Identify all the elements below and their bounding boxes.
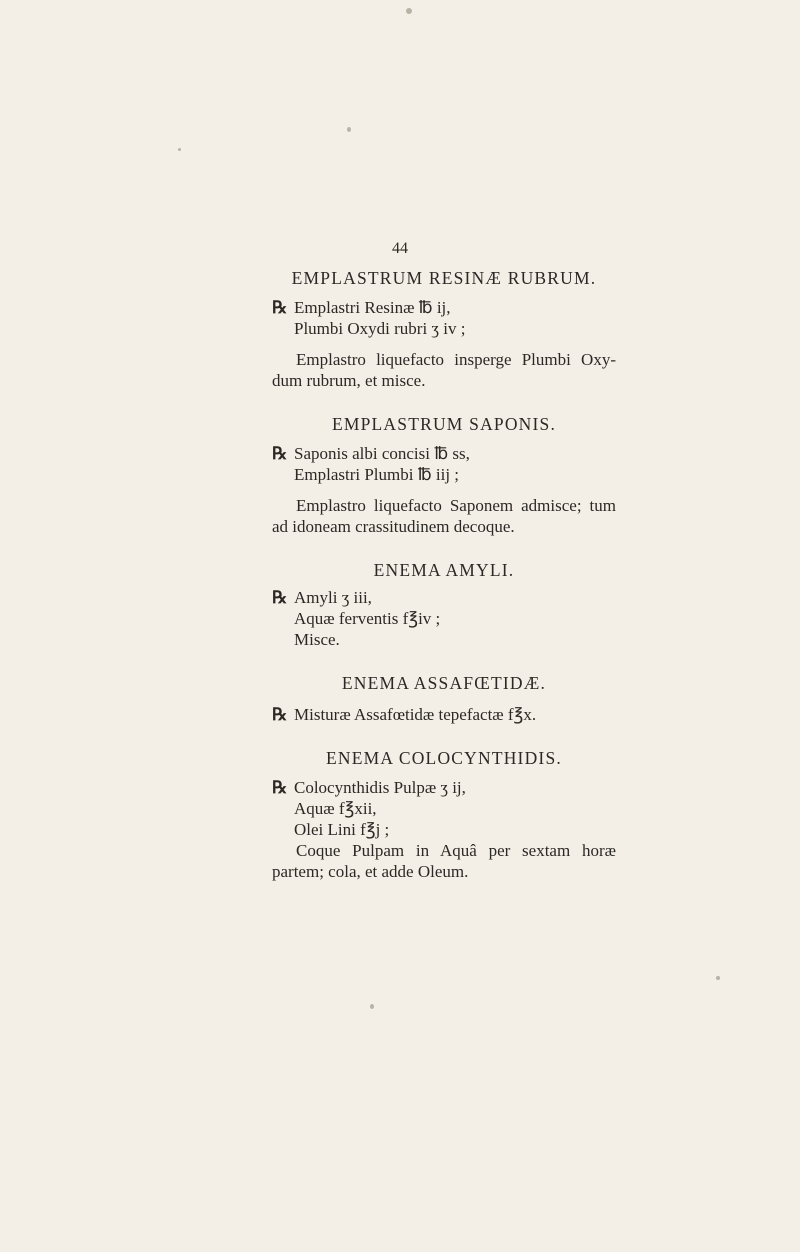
ingredient: Aquæ ferventis f℥iv ; — [294, 609, 441, 628]
recipe-title: ENEMA COLOCYNTHIDIS. — [326, 748, 562, 768]
rx-line — [272, 777, 616, 798]
recipe-directions: Coque Pulpam in Aquâ per sextam horæ partem; cola, et adde Oleum. — [272, 841, 616, 881]
recipe-symbol: ℞ — [272, 778, 288, 797]
ingredient: Amyli ʒ iii, — [294, 588, 372, 607]
recipe-directions: Emplastro liquefacto insperge Plumbi Oxy-dum rubrum, et misce. — [272, 350, 616, 390]
page-number: 44 — [392, 240, 408, 257]
rx-line — [272, 443, 616, 464]
ingredient: Misturæ Assafœtidæ tepefactæ f℥x. — [294, 705, 537, 724]
recipe-enema-colocynthidis — [272, 737, 616, 882]
ink-speck — [347, 127, 351, 132]
recipe-symbol: ℞ — [272, 705, 288, 724]
ingredient: Colocynthidis Pulpæ ʒ ij, — [294, 778, 466, 797]
ink-speck — [406, 8, 412, 14]
recipe-emplastrum-saponis — [272, 403, 616, 537]
recipe-emplastrum-resinae-rubrum — [272, 268, 616, 391]
recipe-title: ENEMA ASSAFŒTIDÆ. — [341, 673, 547, 693]
ingredient: Saponis albi concisi ℔ ss, — [294, 444, 470, 463]
rx-line — [272, 587, 616, 608]
recipe-enema-amyli — [272, 549, 616, 650]
recipe-symbol: ℞ — [272, 298, 288, 317]
recipe-directions: Misce. — [294, 630, 340, 649]
rx-line — [272, 704, 616, 725]
recipe-directions: Emplastro liquefacto Saponem admisce; tum ad idoneam crassitudinem decoque. — [272, 496, 616, 536]
ink-speck — [370, 1004, 374, 1009]
rx-line — [272, 297, 616, 318]
recipe-title: ENEMA AMYLI. — [373, 560, 515, 580]
ingredient: Emplastri Resinæ ℔ ij, — [294, 298, 451, 317]
recipe-enema-assafoetidae — [272, 662, 616, 725]
recipe-title: EMPLASTRUM RESINÆ RUBRUM. — [291, 268, 597, 288]
ingredient: Emplastri Plumbi ℔ iij ; — [294, 465, 460, 484]
ingredient: Olei Lini f℥j ; — [294, 820, 390, 839]
recipe-title: EMPLASTRUM SAPONIS. — [331, 414, 557, 434]
recipe-text-block — [272, 268, 616, 894]
ingredient: Aquæ f℥xii, — [294, 799, 377, 818]
recipe-symbol: ℞ — [272, 444, 288, 463]
recipe-symbol: ℞ — [272, 588, 288, 607]
ingredient: Plumbi Oxydi rubri ʒ iv ; — [294, 319, 466, 338]
ink-speck — [178, 148, 181, 151]
ink-speck — [716, 976, 720, 980]
